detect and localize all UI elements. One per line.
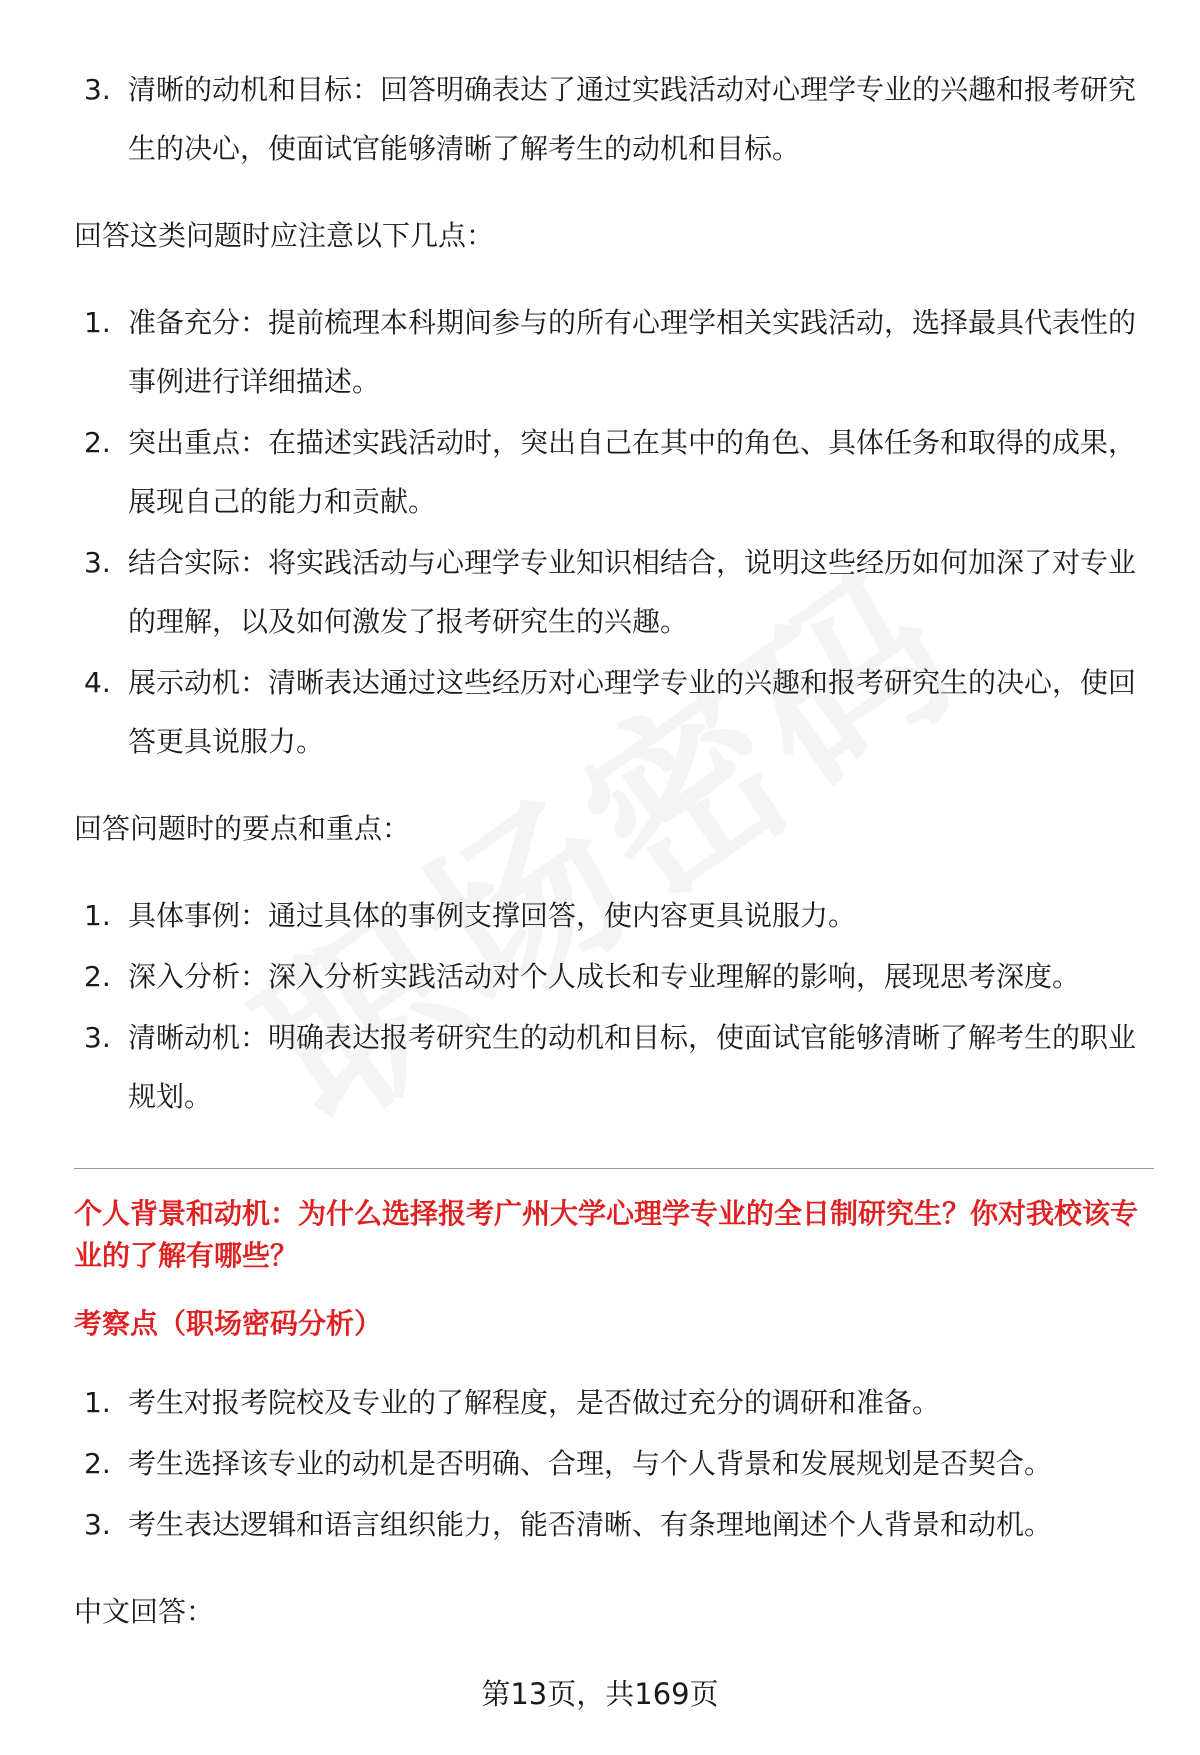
list-item xyxy=(74,60,1154,178)
page-number: 第13页，共169页 xyxy=(481,1677,719,1711)
list-number: 2. xyxy=(84,1447,111,1480)
list-text: 清晰的动机和目标：回答明确表达了通过实践活动对心理学专业的兴趣和报考研究生的决心，使面试官能够清晰了解考生的动机和目标。 xyxy=(128,73,1137,165)
list-item xyxy=(74,1373,1154,1432)
section-divider xyxy=(74,1168,1154,1169)
answer-label: 中文回答： xyxy=(74,1595,215,1628)
notes-intro: 回答这类问题时应注意以下几点： xyxy=(74,219,495,252)
list-text: 考生选择该专业的动机是否明确、合理，与个人背景和发展规划是否契合。 xyxy=(128,1447,1053,1480)
list-item xyxy=(74,1434,1154,1493)
list-text: 准备充分：提前梳理本科期间参与的所有心理学相关实践活动，选择最具代表性的事例进行详细描述。 xyxy=(128,306,1137,398)
list-item xyxy=(74,1008,1154,1126)
list-number: 1. xyxy=(84,899,111,932)
list-text: 具体事例：通过具体的事例支撑回答，使内容更具说服力。 xyxy=(128,899,857,932)
assessment-points-list xyxy=(74,1373,1154,1554)
page-content xyxy=(74,60,1154,1641)
list-text: 结合实际：将实践活动与心理学专业知识相结合，说明这些经历如何加深了对专业的理解，以及如何激发了报考研究生的兴趣。 xyxy=(128,546,1137,638)
list-item xyxy=(74,886,1154,945)
list-number: 3. xyxy=(84,1508,111,1541)
list-text: 展示动机：清晰表达通过这些经历对心理学专业的兴趣和报考研究生的决心，使回答更具说服力。 xyxy=(128,666,1137,758)
list-text: 考生表达逻辑和语言组织能力，能否清晰、有条理地阐述个人背景和动机。 xyxy=(128,1508,1053,1541)
criteria-list-continued xyxy=(74,60,1154,178)
list-text: 突出重点：在描述实践活动时，突出自己在其中的角色、具体任务和取得的成果，展现自己的能力和贡献。 xyxy=(128,426,1137,518)
list-item xyxy=(74,947,1154,1006)
list-item xyxy=(74,533,1154,651)
notes-list xyxy=(74,293,1154,771)
keypoints-intro: 回答问题时的要点和重点： xyxy=(74,812,411,845)
list-number: 3. xyxy=(84,546,111,579)
list-number: 3. xyxy=(84,73,111,106)
list-text: 深入分析：深入分析实践活动对个人成长和专业理解的影响，展现思考深度。 xyxy=(128,960,1081,993)
list-item xyxy=(74,1495,1154,1554)
list-item xyxy=(74,293,1154,411)
list-item xyxy=(74,653,1154,771)
list-number: 3. xyxy=(84,1021,111,1054)
list-number: 1. xyxy=(84,306,111,339)
list-number: 4. xyxy=(84,666,111,699)
list-item xyxy=(74,413,1154,531)
keypoints-list xyxy=(74,886,1154,1126)
list-number: 1. xyxy=(84,1386,111,1419)
list-text: 考生对报考院校及专业的了解程度，是否做过充分的调研和准备。 xyxy=(128,1386,941,1419)
question-subtitle: 考察点（职场密码分析） xyxy=(74,1307,383,1340)
list-number: 2. xyxy=(84,426,111,459)
question-title: 个人背景和动机：为什么选择报考广州大学心理学专业的全日制研究生？你对我校该专业的了解有哪些？ xyxy=(74,1197,1139,1272)
list-number: 2. xyxy=(84,960,111,993)
list-text: 清晰动机：明确表达报考研究生的动机和目标，使面试官能够清晰了解考生的职业规划。 xyxy=(128,1021,1137,1113)
